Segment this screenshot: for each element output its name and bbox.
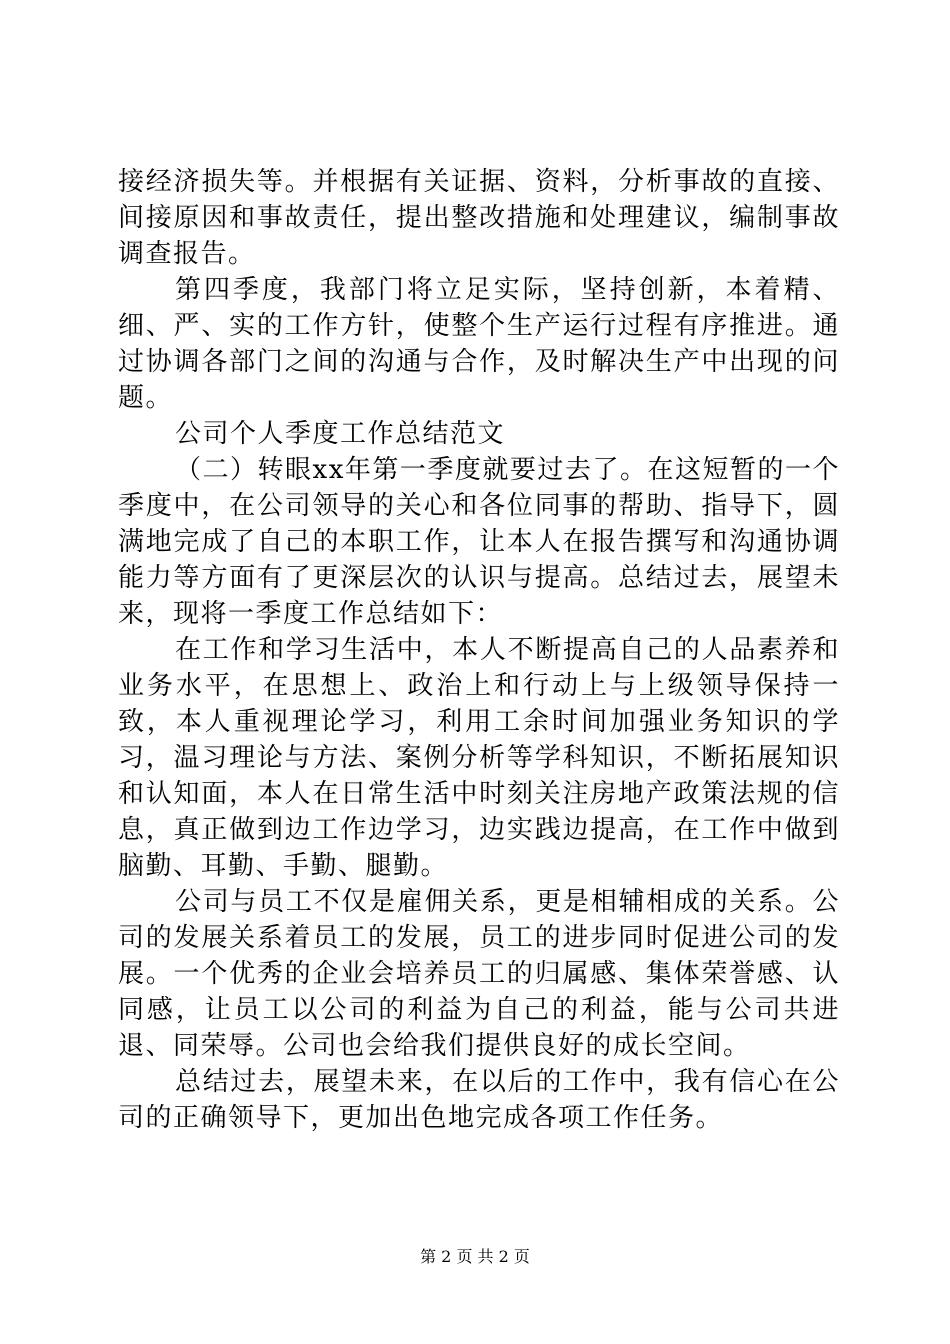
paragraph-intro: （二）转眼xx年第一季度就要过去了。在这短暂的一个季度中，在公司领导的关心和各位同事的帮助、指导下，圆满地完成了自己的本职工作，让本人在报告撰写和沟通协调能力等方面有了更深层次的认识与提高。总结过去，展望未来，现将一季度工作总结如下： xyxy=(118,455,840,629)
document-body xyxy=(118,164,840,1136)
section-heading: 公司个人季度工作总结范文 xyxy=(175,419,506,449)
paragraph-conclusion: 总结过去，展望未来，在以后的工作中，我有信心在公司的正确领导下，更加出色地完成各项工作任务。 xyxy=(118,1067,840,1133)
paragraph-work-study: 在工作和学习生活中，本人不断提高自己的人品素养和业务水平，在思想上、政治上和行动上与上级领导保持一致，本人重视理论学习，利用工余时间加强业务知识的学习，温习理论与方法、案例分析等学科知识，不断拓展知识和认知面，本人在日常生活中时刻关注房地产政策法规的信息，真正做到边工作边学习，边实践边提高，在工作中做到脑勤、耳勤、手勤、腿勤。 xyxy=(118,635,840,881)
paragraph-continuation: 接经济损失等。并根据有关证据、资料，分析事故的直接、间接原因和事故责任，提出整改措施和处理建议，编制事故调查报告。 xyxy=(118,167,840,269)
page-footer xyxy=(0,1246,950,1268)
paragraph-company-employee: 公司与员工不仅是雇佣关系，更是相辅相成的关系。公司的发展关系着员工的发展，员工的进步同时促进公司的发展。一个优秀的企业会培养员工的归属感、集体荣誉感、认同感，让员工以公司的利益为自己的利益，能与公司共进退、同荣辱。公司也会给我们提供良好的成长空间。 xyxy=(118,887,840,1061)
paragraph-fourth-quarter: 第四季度，我部门将立足实际，坚持创新，本着精、细、严、实的工作方针，使整个生产运行过程有序推进。通过协调各部门之间的沟通与合作，及时解决生产中出现的问题。 xyxy=(118,275,840,413)
page-number: 第 2 页 共 2 页 xyxy=(420,1247,530,1266)
